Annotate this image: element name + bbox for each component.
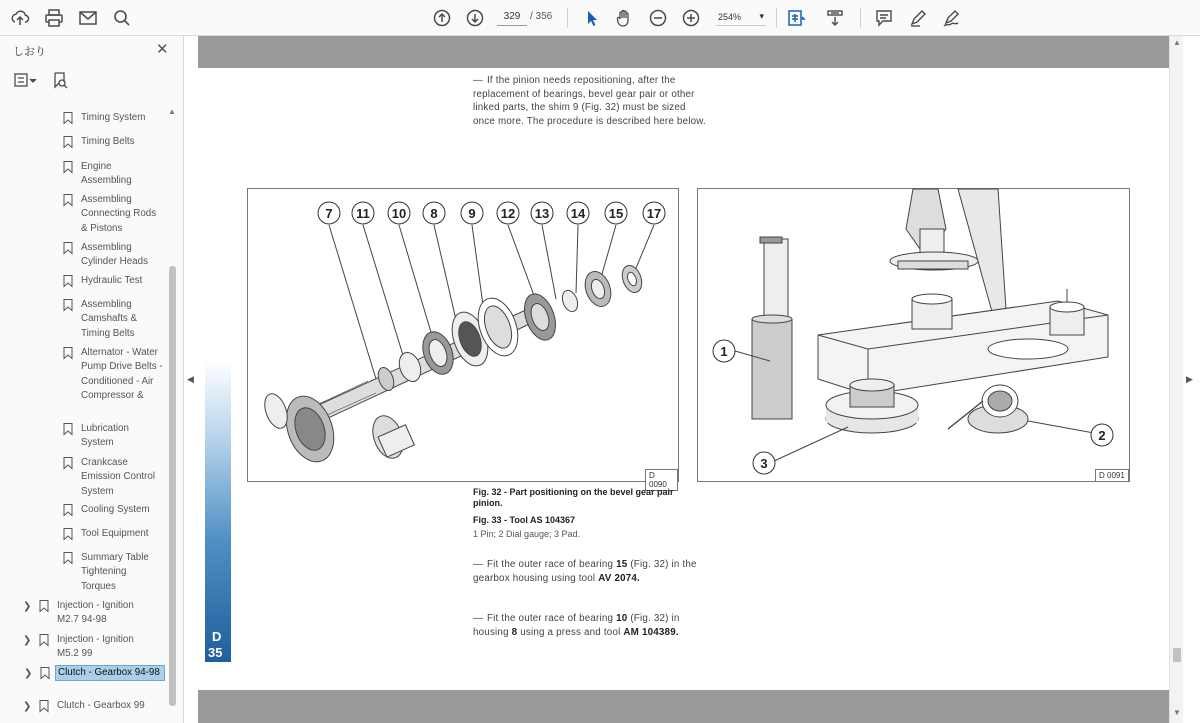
step-text: (Fig. 32) in housing [473,613,680,638]
bookmark-item[interactable] [81,111,145,125]
legend-text: 1 Pin; 2 Dial gauge; 3 Pad. [473,529,581,539]
bookmark-list [0,104,166,723]
bookmark-icon [63,423,73,435]
step-paragraph: — Fit the outer race of bearing 10 (Fig. 32) in housing 8 using a press and tool AM 104389. [473,613,680,638]
bookmark-icon [39,700,49,712]
callout-label: 14 [570,206,586,221]
figure-33-drawing [698,189,1131,483]
step-ref: 10 [616,613,628,624]
bookmark-item[interactable] [81,422,141,451]
document-scrollbar[interactable] [1169,36,1183,723]
cloud-upload-icon[interactable] [8,6,32,30]
bookmark-label: Injection - Ignition M2.7 94-98 [57,600,134,626]
section-tab [205,360,231,662]
figure-33-caption [473,515,683,526]
bookmark-icon [63,136,73,148]
collapse-left-icon[interactable]: ◀ [187,374,194,384]
caption-text: Fig. 33 - Tool AS 104367 [473,515,576,525]
bookmark-item[interactable] [81,274,142,288]
bookmark-label: Clutch - Gearbox 94-98 [58,667,160,678]
hand-pan-icon[interactable] [612,6,636,30]
page-up-icon[interactable] [430,6,454,30]
bookmark-item[interactable] [81,135,161,149]
chevron-right-icon[interactable]: ❯ [24,668,33,679]
callout-label: 11 [356,206,370,221]
bookmark-icon [40,667,50,679]
figure-33 [697,188,1130,482]
bookmark-label: Assembling Cylinder Heads [81,242,148,268]
figure-code: D 0090 [645,469,678,491]
bookmark-icon [63,347,73,359]
bookmark-item[interactable] [23,599,153,628]
tool-code: AM 104389. [623,626,679,638]
scroll-mode-icon[interactable] [823,6,847,30]
bookmark-label: Assembling Camshafts & Timing Belts [81,299,138,339]
sign-icon[interactable] [939,6,963,30]
bookmark-icon [63,504,73,516]
section-letter: D [212,629,222,644]
step-ref: 15 [616,559,628,570]
figure-32 [247,188,679,489]
callout-label: 12 [500,206,516,221]
bookmark-item[interactable] [81,346,165,403]
zoom-value: 254% [718,11,742,22]
bookmark-icon [63,275,73,287]
step-text: Fit the outer race of bearing [487,613,617,624]
chevron-right-icon[interactable]: ❯ [23,701,32,712]
callout-label: 2 [1098,428,1106,443]
bookmark-icon [63,299,73,311]
bookmark-item[interactable] [81,527,149,541]
bookmark-label: Lubrication System [81,423,129,449]
toolbar-divider [860,8,861,28]
bookmark-scroll-thumb[interactable] [169,266,176,706]
panel-title: しおり [13,46,46,58]
bookmark-label: Engine Assembling [81,161,132,187]
bookmark-label: Assembling Connecting Rods & Pistons [81,194,157,234]
bookmark-icon [63,194,73,206]
figure-code: D 0091 [1095,469,1129,482]
callout-label: 15 [608,206,624,221]
callout-label: 8 [430,206,438,221]
bookmark-icon [63,552,73,564]
bookmark-item[interactable] [23,699,145,713]
bookmark-icon [63,242,73,254]
bookmark-item[interactable] [81,456,161,499]
fit-page-icon[interactable] [784,6,808,30]
step-ref: 8 [511,626,518,638]
bookmark-label: Timing System [81,112,146,123]
step-text: using a press and tool [517,626,624,638]
callout-label: 17 [646,206,662,221]
bookmark-icon [39,600,49,612]
callout-label: 7 [325,206,333,221]
bookmark-label: Timing Belts [81,136,135,147]
options-menu-icon[interactable] [14,72,38,93]
page-number-input[interactable] [497,8,527,26]
collapse-right-icon[interactable]: ▶ [1186,374,1193,384]
bookmark-item[interactable] [81,241,161,270]
figure-33-legend [473,529,683,540]
callout-label: 1 [720,344,728,359]
print-icon[interactable] [42,6,66,30]
step-text: (Fig. 32) in the gearbox housing using tool [473,559,697,584]
chevron-right-icon[interactable]: ❯ [23,601,32,612]
document-scroll-thumb[interactable] [1173,648,1181,662]
caption-text: Fig. 32 - Part positioning on the bevel gear pair pinion. [473,487,674,508]
bookmark-label: Hydraulic Test [81,275,143,286]
bookmark-item[interactable] [81,160,151,189]
select-cursor-icon[interactable] [580,6,604,30]
page-number: 35 [208,645,223,660]
step-paragraph: — Fit the outer race of bearing 15 (Fig. 32) in the gearbox housing using tool AV 2074. [473,559,697,584]
bookmark-icon [63,457,73,469]
page-gap-top [198,36,1169,68]
page-gap-bottom [198,690,1169,723]
panel-tools [14,72,68,93]
intro-paragraph: — If the pinion needs repositioning, after the replacement of bearings, bevel gear pair or other linked parts, the shim 9 (Fig. 32) must be sized once more. The procedure is described here below. [473,75,706,127]
bookmark-label: Summary Table Tightening Torques [81,552,149,592]
email-icon[interactable] [76,6,100,30]
bookmark-item-selected[interactable] [24,665,165,681]
chevron-right-icon[interactable]: ❯ [23,635,32,646]
bookmark-label: Cooling System [81,504,150,515]
highlight-pen-icon[interactable] [906,6,930,30]
bookmark-item[interactable] [23,633,153,662]
bookmark-icon [63,528,73,540]
callout-label: 10 [391,206,407,221]
zoom-select[interactable] [716,8,766,26]
bookmark-item[interactable] [81,298,151,341]
tool-code: AV 2074. [598,572,640,584]
chevron-down-icon: ▾ [759,11,764,21]
toolbar-divider [776,8,777,28]
figure-32-drawing [248,189,680,483]
bookmark-label: Crankcase Emission Control System [81,457,156,497]
bookmark-item[interactable] [81,503,150,517]
bookmark-label: Clutch - Gearbox 99 [57,700,145,711]
page-down-icon[interactable] [463,6,487,30]
search-icon[interactable] [110,6,134,30]
intro-text: If the pinion needs repositioning, after the replacement of bearings, bevel gear pair or other linked parts, the shim 9 (Fig. 32) must be sized once more. The procedure is described here below. [473,75,706,127]
bookmark-label: Injection - Ignition M5.2 99 [57,634,134,660]
callout-label: 13 [534,206,550,221]
bookmark-icon [39,634,49,646]
page-total: / 356 [530,11,553,22]
scroll-down-icon[interactable]: ▼ [1173,708,1181,717]
bookmark-item[interactable] [81,551,157,594]
bookmark-search-icon[interactable] [52,72,68,93]
zoom-out-icon[interactable] [646,6,670,30]
bookmark-item[interactable] [81,193,165,236]
scroll-up-icon[interactable]: ▲ [168,107,176,116]
callout-label: 9 [468,206,476,221]
bookmark-icon [63,161,73,173]
bookmark-icon [63,112,73,124]
zoom-in-icon[interactable] [679,6,703,30]
toolbar [0,0,1200,36]
comment-icon[interactable] [872,6,896,30]
bookmark-label: Alternator - Water Pump Drive Belts - Conditioned - Air Compressor & [81,347,163,401]
bookmarks-panel [0,36,184,723]
bookmark-label: Tool Equipment [81,528,149,539]
close-icon[interactable]: ✕ [156,41,169,58]
scroll-up-icon[interactable]: ▲ [1173,38,1181,47]
toolbar-divider [567,8,568,28]
step-text: Fit the outer race of bearing [487,559,617,570]
figure-32-caption [473,487,683,509]
callout-label: 3 [760,456,768,471]
